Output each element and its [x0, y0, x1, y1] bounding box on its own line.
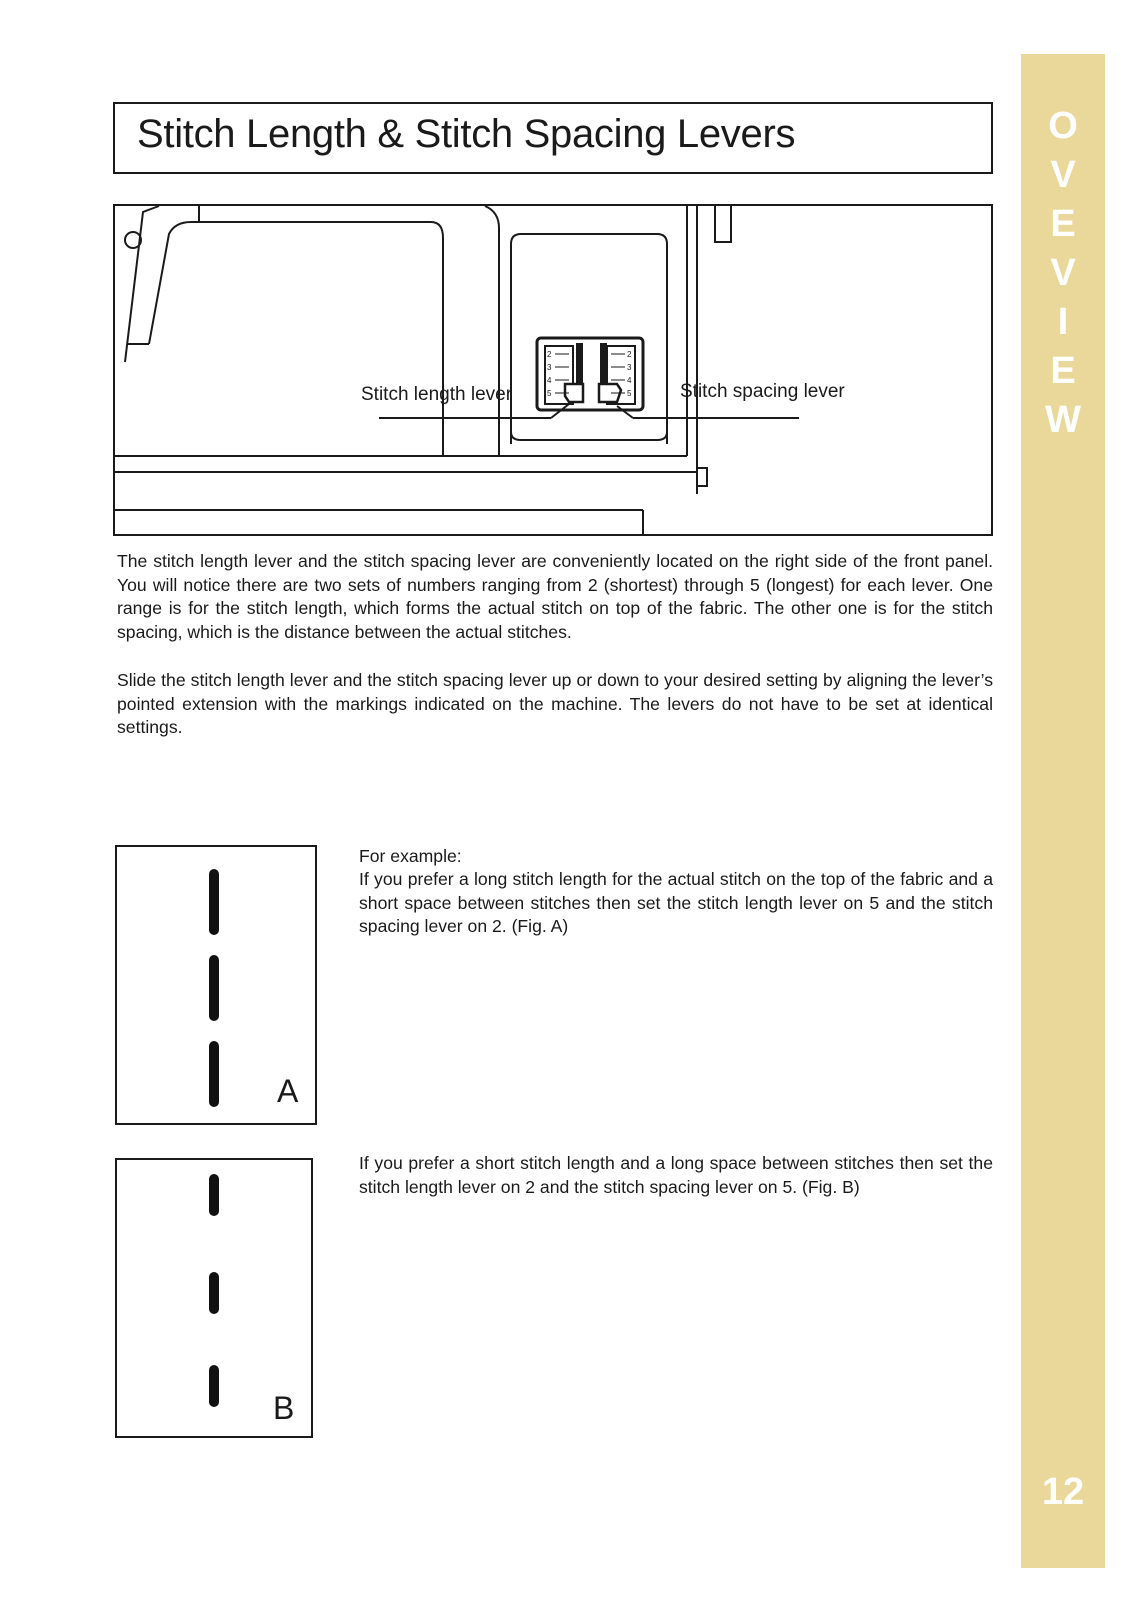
page-title: Stitch Length & Stitch Spacing Levers: [137, 112, 796, 156]
right-scale-num: 4: [627, 376, 632, 385]
section-side-tab: [1021, 54, 1105, 1568]
right-pointer-arrow: [617, 406, 633, 418]
inner-panel-bottom: [511, 416, 667, 440]
paragraph-instructions: Slide the stitch length lever and the stitch spacing lever up or down to your desired setting by aligning the lever’s pointed extension with the markings indicated on the machine. The levers do not have to be set at identical settings.: [117, 670, 993, 737]
tab-letter: V: [1050, 154, 1076, 196]
right-scale-num: 5: [627, 389, 632, 398]
title-box: [113, 102, 993, 174]
page-number: 12: [1041, 1471, 1085, 1513]
left-scale-num: 2: [547, 350, 552, 359]
tab-letter: E: [1050, 203, 1076, 245]
stitch-mark: [209, 1365, 219, 1407]
tab-letter: W: [1045, 399, 1081, 441]
figure-b-label: B: [273, 1390, 295, 1426]
arm-inner-line: [149, 222, 443, 456]
tab-letter: V: [1050, 252, 1076, 294]
paragraph-intro: The stitch length lever and the stitch spacing lever are conveniently located on the right side of the front panel. You will notice there are two sets of numbers ranging from 2 (shortest) through 5 (longest) for each lever. One range is for the stitch length, which forms the actual stitch on top of the fabric. The other one is for the stitch spacing, which is the distance between the actual stitches.: [117, 551, 993, 642]
stitch-mark: [209, 869, 219, 935]
stitch-length-lever-label: Stitch length lever: [361, 384, 513, 405]
tab-letter: I: [1057, 301, 1069, 343]
machine-drawing: [113, 204, 993, 536]
example-heading: For example:: [359, 846, 462, 866]
right-scale-num: 3: [627, 363, 632, 372]
stitch-mark: [209, 1272, 219, 1314]
side-button: [697, 468, 707, 486]
right-scale-num: 2: [627, 350, 632, 359]
section-tab-letters: [1021, 102, 1105, 445]
example-fig-b-text: If you prefer a short stitch length and a long space between stitches then set the stitch length lever on 2 and the stitch spacing lever on 5. (Fig. B): [359, 1153, 993, 1197]
machine-illustration: [113, 204, 993, 536]
tab-letter: O: [1048, 105, 1078, 147]
tab-letter: E: [1050, 350, 1076, 392]
left-scale-num: 3: [547, 363, 552, 372]
figure-a: [115, 845, 317, 1125]
figure-a-label: A: [277, 1073, 299, 1109]
stitch-mark: [209, 1174, 219, 1216]
example-fig-a-text: If you prefer a long stitch length for the actual stitch on the top of the fabric and a short space between stitches then set the stitch length lever on 5 and the stitch spacing lever on 2. (Fig. A): [359, 869, 993, 936]
stitch-mark: [209, 955, 219, 1021]
lever-plate: [537, 338, 643, 410]
arm-outer-line: [125, 206, 159, 362]
figure-b: [115, 1158, 313, 1438]
stitch-mark: [209, 1041, 219, 1107]
illustration-frame: [114, 205, 992, 535]
left-scale-num: 5: [547, 389, 552, 398]
top-right-tab: [715, 206, 731, 242]
stitch-spacing-lever-label: Stitch spacing lever: [680, 381, 845, 402]
left-scale-num: 4: [547, 376, 552, 385]
